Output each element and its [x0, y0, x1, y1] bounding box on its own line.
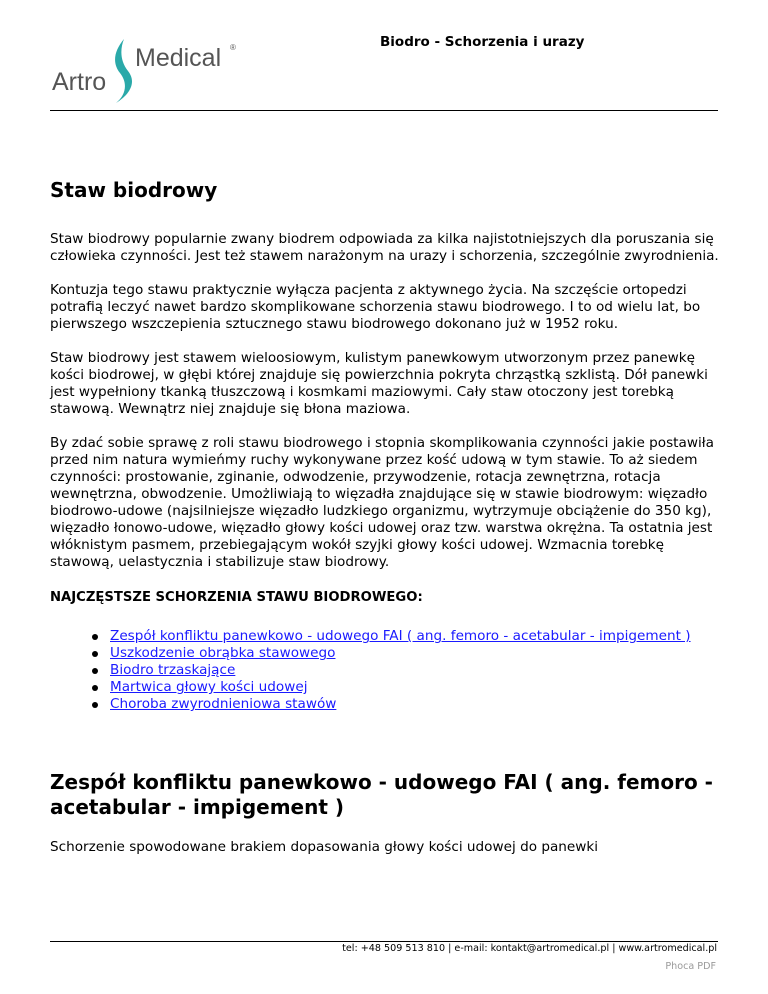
conditions-list: [50, 628, 722, 713]
footer-contact-info: tel: +48 509 513 810 | e-mail: kontakt@artromedical.pl | www.artromedical.pl: [342, 943, 717, 954]
main-content: [50, 160, 722, 856]
logo-swoosh-icon: [115, 39, 132, 103]
link-snapping-hip[interactable]: Biodro trzaskające: [110, 662, 236, 678]
logo-word-artro: Artro: [52, 68, 107, 96]
link-fai[interactable]: Zespół konfliktu panewkowo - udowego FAI ( ang. femoro - acetabular - impigement ): [110, 628, 691, 644]
footer-divider: [50, 941, 718, 942]
link-labrum-injury[interactable]: Uszkodzenie obrąbka stawowego: [110, 645, 336, 661]
header-divider: [50, 110, 718, 111]
conditions-subheading: NAJCZĘSTSZE SCHORZENIA STAWU BIODROWEGO:: [50, 590, 423, 605]
link-degenerative-disease[interactable]: Choroba zwyrodnieniowa stawów: [110, 696, 337, 712]
paragraph-injury: Kontuzja tego stawu praktycznie wyłącza pacjenta z aktywnego życia. Na szczęście ortopedzi potrafią leczyć nawet bardzo skomplikowane schorzenia stawu biodrowego. I to od wielu lat, bo pierwszego wszczepienia sztucznego stawu biodrowego dokonano już w 1952 roku.: [50, 282, 701, 332]
document-header-title: Biodro - Schorzenia i urazy: [380, 34, 585, 50]
artromedical-logo: [52, 33, 242, 103]
paragraph-fai-intro: Schorzenie spowodowane brakiem dopasowania głowy kości udowej do panewki: [50, 839, 599, 855]
logo-registered-mark: ®: [230, 43, 236, 52]
list-item: [110, 696, 722, 713]
paragraph-anatomy: Staw biodrowy jest stawem wieloosiowym, kulistym panewkowym utworzonym przez panewkę kości biodrowej, w głębi której znajduje się powierzchnia pokryta chrząstką szklistą. Dół panewki jest wypełniony tkanką tłuszczową i kosmkami maziowymi. Cały staw otoczony jest torebką stawową. Wewnątrz niej znajduje się błona maziowa.: [50, 350, 708, 417]
logo-word-medical: Medical: [135, 44, 222, 72]
list-item: [110, 662, 722, 679]
page-title: Staw biodrowy: [50, 178, 218, 202]
list-item: [110, 645, 722, 662]
list-item: [110, 628, 722, 645]
paragraph-movements: By zdać sobie sprawę z roli stawu biodrowego i stopnia skomplikowania czynności jakie postawiła przed nim natura wymieńmy ruchy wykonywane przez kość udową w tym stawie. To aż siedem czynności: prostowanie, zginanie, odwodzenie, przywodzenie, rotacja zewnętrzna, rotacja wewnętrzna, obwodzenie. Umożliwiają to więzadła znajdujące się w stawie biodrowym: więzadło biodrowo-udowe (najsilniejsze więzadło ludzkiego organizmu, wytrzymuje obciążenie do 350 kg), więzadło łonowo-udowe, więzadło głowy kości udowej oraz tzw. warstwa okrężna. Ta ostatnia jest włóknistym pasmem, przebiegającym wokół szyjki głowy kości udowej. Wzmacnia torebkę stawową, uelastycznia i stabilizuje staw biodrowy.: [50, 435, 714, 570]
footer-phoca-pdf[interactable]: Phoca PDF: [665, 961, 716, 972]
list-item: [110, 679, 722, 696]
section-heading-fai: Zespół konfliktu panewkowo - udowego FAI ( ang. femoro - acetabular - impigement ): [50, 770, 713, 819]
link-femoral-head-necrosis[interactable]: Martwica głowy kości udowej: [110, 679, 308, 695]
paragraph-intro: Staw biodrowy popularnie zwany biodrem odpowiada za kilka najistotniejszych dla poruszania się człowieka czynności. Jest też stawem narażonym na urazy i schorzenia, szczególnie zwyrodnienia.: [50, 231, 719, 264]
